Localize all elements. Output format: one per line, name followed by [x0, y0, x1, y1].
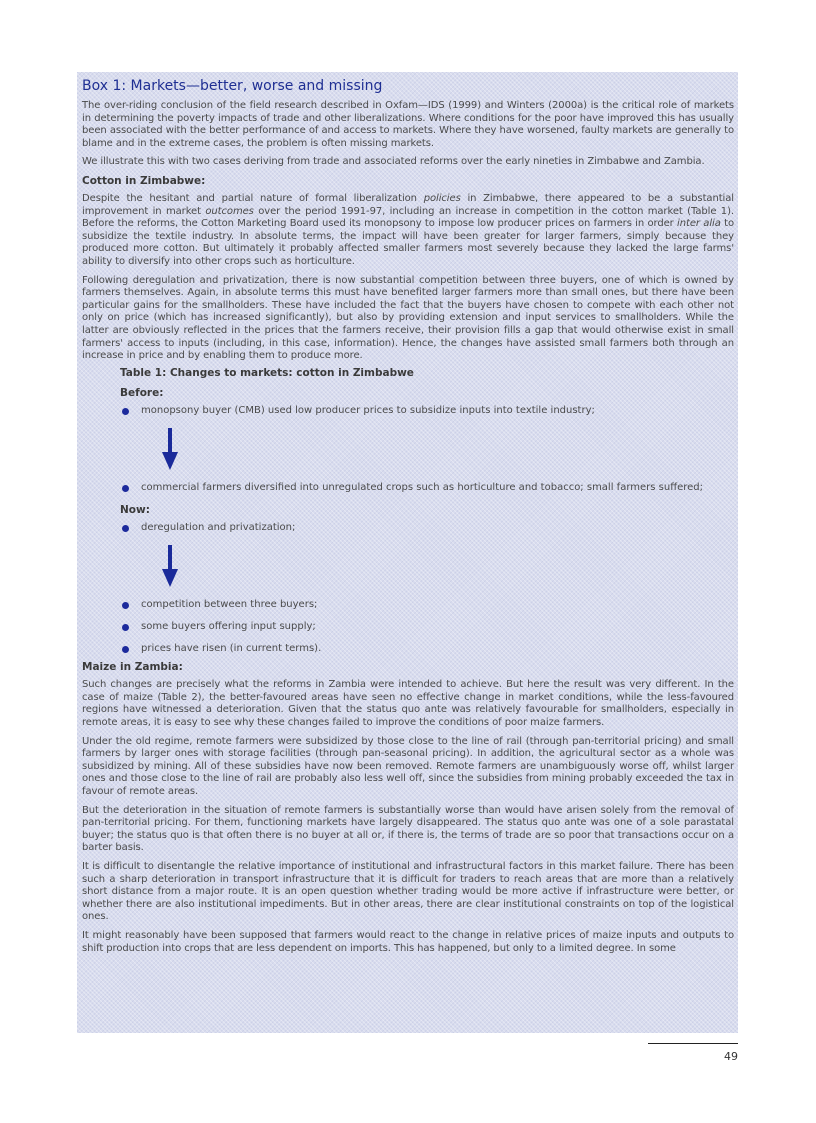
cotton-heading: Cotton in Zimbabwe: — [82, 174, 206, 187]
cotton-paragraph-1: Despite the hesitant and partial nature of formal liberalization policies in Zimbabwe, there appeared to be a substantial improvement in market outcomes over the period 1991-97, including an increase in competition in the cotton market (Table 1). Before the reforms, the Cotton Marketing Board used its monopsony to impose low producer prices on farmers in order inter alia to subsidize the textile industry. In absolute terms, the impact will have been greater for larger farmers, simply because they produced more cotton. But ultimately it probably affected smaller farmers most severely because they lacked the large farms' ability to diversify into other crops such as horticulture. — [82, 192, 734, 267]
bullet-icon — [122, 624, 129, 631]
table-title: Table 1: Changes to markets: cotton in Zimbabwe — [120, 366, 414, 379]
table-1 — [120, 367, 734, 656]
cotton-paragraph-2: Following deregulation and privatization, there is now substantial competition between three buyers, one of which is owned by farmers themselves. Again, in absolute terms this must have benefited larger farmers more than small ones, but there have been particular gains for the smallholders. These have included the fact that the buyers have chosen to compete with each other not only on price (which has increased significantly), but also by providing extension and input services to smallholders. While the latter are obviously reflected in the prices that the farmers receive, their provision fills a gap that would otherwise exist in small farmers' access to inputs (including, in this case, information). Hence, the changes have assisted small farmers both through an increase in price and by enabling them to produce more. — [82, 274, 734, 362]
maize-paragraph-5: It might reasonably have been supposed that farmers would react to the change in relative prices of maize inputs and outputs to shift production into crops that are less dependent on imports. This has happened, but only to a limited degree. In some — [82, 929, 734, 954]
down-arrow-icon — [160, 428, 180, 472]
bullet-icon — [122, 602, 129, 609]
illustrate-paragraph: We illustrate this with two cases deriving from trade and associated reforms over the early nineties in Zimbabwe and Zambia. — [82, 156, 705, 168]
list-item: prices have risen (in current terms). — [120, 643, 734, 656]
page-number: 49 — [724, 1050, 738, 1063]
maize-heading: Maize in Zambia: — [82, 661, 183, 674]
list-item: commercial farmers diversified into unregulated crops such as horticulture and tobacco; small farmers suffered; — [120, 482, 734, 495]
down-arrow-icon — [160, 545, 180, 589]
bullet-icon — [122, 485, 129, 492]
box-title: Box 1: Markets—better, worse and missing — [82, 78, 383, 94]
maize-paragraph-4: It is difficult to disentangle the relative importance of institutional and infrastructural factors in this market failure. There has been such a sharp deterioration in transport infrastructure that it is difficult for traders to reach areas that are more than a relatively short distance from a major route. It is an open question whether trading would be more active if infrastructure were better, or whether there are also institutional impediments. But in other areas, there are clear institutional constraints on top of the logistical ones. — [82, 860, 734, 923]
list-item: deregulation and privatization; — [120, 522, 734, 535]
intro-paragraph: The over-riding conclusion of the field research described in Oxfam—IDS (1999) and Winters (2000a) is the critical role of markets in determining the poverty impacts of trade and other liberalizations. Where conditions for the poor have improved this has usually been associated with the better performance of and access to markets. Where they have worsened, faulty markets are generally to blame and in the extreme cases, the problem is often missing markets. — [82, 100, 734, 149]
maize-paragraph-1: Such changes are precisely what the reforms in Zambia were intended to achieve. But here the result was very different. In the case of maize (Table 2), the better-favoured areas have seen no effective change in market conditions, while the less-favoured regions have witnessed a deterioration. Given that the status quo ante was relatively favourable for smallholders, especially in remote areas, it is easy to see why these changes failed to improve the conditions of poor maize farmers. — [82, 679, 734, 729]
list-item: monopsony buyer (CMB) used low producer prices to subsidize inputs into textile industry; — [120, 405, 734, 418]
before-label: Before: — [120, 386, 164, 399]
now-label: Now: — [120, 503, 150, 516]
maize-paragraph-2: Under the old regime, remote farmers were subsidized by those close to the line of rail (through pan-territorial pricing) and small farmers by larger ones with storage facilities (through pan-seasonal pricing). In addition, the agricultural sector as a whole was subsidized by mining. All of these subsidies have now been removed. Remote farmers are unambiguously worse off, whilst larger ones and those close to the line of rail are probably also less well off, since the subsidies from mining probably exceeded the tax in favour of remote areas. — [82, 735, 734, 797]
bullet-icon — [122, 646, 129, 653]
maize-paragraph-3: But the deterioration in the situation of remote farmers is substantially worse than would have arisen solely from the removal of pan-territorial pricing. For them, functioning markets have largely disappeared. The status quo ante was one of a sole parastatal buyer; the status quo is that often there is no buyer at all or, if there is, the terms of trade are so poor that transactions occur on a barter basis. — [82, 804, 734, 854]
bullet-icon — [122, 408, 129, 415]
footer-rule — [648, 1043, 738, 1044]
list-item: competition between three buyers; — [120, 599, 734, 612]
bullet-icon — [122, 525, 129, 532]
list-item: some buyers offering input supply; — [120, 621, 734, 634]
box-1 — [77, 72, 738, 1033]
